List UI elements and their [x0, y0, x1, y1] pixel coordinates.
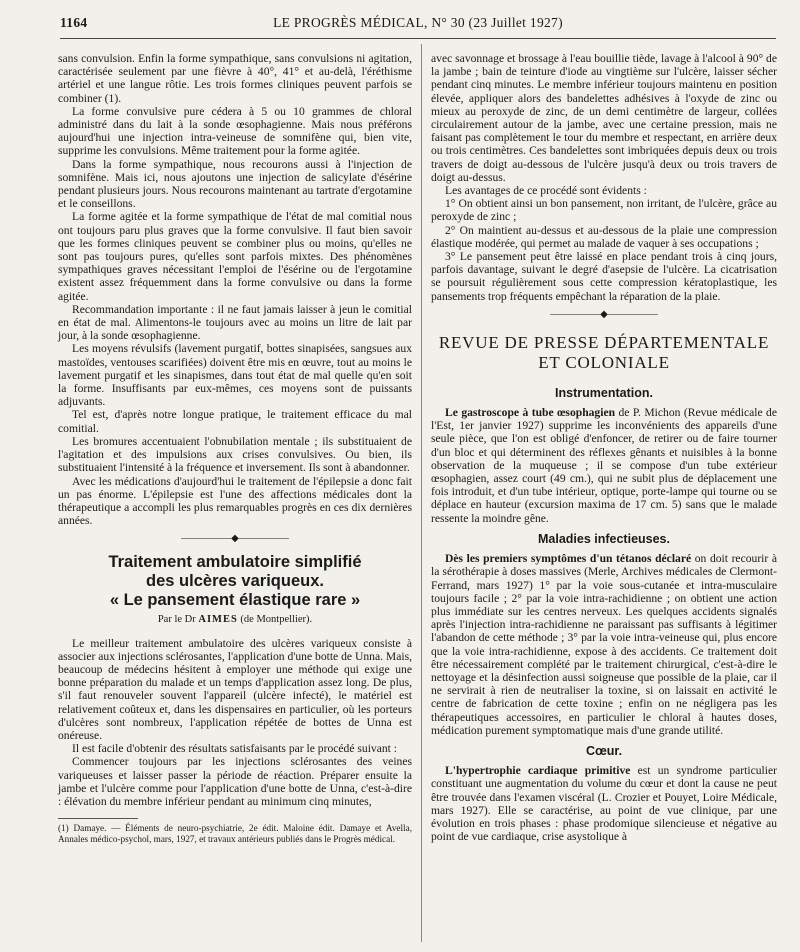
footnote-rule: [58, 818, 138, 819]
lead-in: Dès les premiers symptômes d'un tétanos déclaré: [445, 552, 692, 566]
article-title-line: des ulcères variqueux.: [146, 572, 324, 591]
paragraph: Tel est, d'après notre longue pratique, le traitement efficace du mal comitial.: [58, 408, 412, 435]
paragraph: avec savonnage et brossage à l'eau bouillie tiède, lavage à l'alcool à 90° de la jambe ; bain de teinture d'iode au vingtième sur l'ulcère, laisser sécher pendant cinq minutes. Le membre inférieur toujours maintenu en position élevée, appliquer alors des bandelettes adhésives à l'oxyde de zinc ou mieux au peroxyde de zinc, de un demi centimètre de largeur, collées circulairement autour de la jambe, avec une certaine pression, mais ne faisant pas complètement le tour du membre et respectant, en arrière deux ou trois centimètres. Ces bandelettes sont imbriquées depuis deux ou trois travers de doigt au-dessous de l'ulcère jusqu'à deux ou trois travers de doigt au-dessus.: [431, 52, 777, 184]
section-separator: [431, 309, 777, 323]
lead-in: Le gastroscope à tube œsophagien: [445, 406, 616, 420]
paragraph: Dans la forme sympathique, nous recourons aussi à l'injection de somnifène. Mais ici, nous ajoutons une injection de salicylate d'ésérine pendant plusieurs jours. Nous recourons maintenant au tartrate d'ergotamine et le conseillons.: [58, 157, 412, 211]
subheading-instrumentation: Instrumentation.: [555, 385, 653, 400]
paragraph: 3° Le pansement peut être laissé en place pendant trois à cinq jours, parfois davantage, suivant le degré d'asepsie de l'ulcère. La cicatrisation se poursuit régulièrement sous cette compression kératoplastique, les pansements trop fréquents empêchant la réparation de la plaie.: [431, 250, 777, 303]
subheading-infectious: Maladies infectieuses.: [537, 531, 670, 546]
paragraph: [431, 552, 777, 737]
article-title: [58, 553, 412, 610]
article-title-line: « Le pansement élastique rare »: [109, 591, 361, 610]
author-name: AIMES: [198, 614, 238, 626]
paragraph: 2° On maintient au-dessus et au-dessous de la plaie une compression élastique modérée, qui permet au malade de vaquer à ses occupations ;: [431, 223, 777, 250]
separator-ornament: —————◆—————: [550, 308, 658, 320]
section-title-line: REVUE DE PRESSE DÉPARTEMENTALE: [438, 332, 770, 352]
paragraph-body: on doit recourir à la sérothérapie à doses massives (Merle, Archives médicales de Clermont-Ferrand, mars 1927) 1° par la voie sous-cutanée et intra-musculaire toujours facile ; 2° par la voie intra-rachidienne ; on obtient une action plus immédiate sur les centres nerveux. Les quelques accidents signalés après l'injection intra-rachidienne ne paraissant pas suffisants à légitimer l'abandon de cette méthode ; 3° par la voie intra-veineuse qui, plus encore que la voie intra-rachidienne, expose à des accidents. Ce traitement doit être nécessairement complété par le traitement chirurgical, c'est-à-dire le nettoyage et la désinfection aussi soigneuse que possible de la plaie, car il ne servirait à rien de neutraliser la toxine, si on laissait en activité le centre de fabrication de cette toxine ; enfin on ne négligera pas les thérapeutiques accessoires, en particulier le chloral à hautes doses, médication purement symptomatique mais d'une grande utilité.: [431, 552, 778, 737]
column-divider: [421, 44, 422, 942]
section-title: [431, 333, 777, 373]
paragraph: Avec les médications d'aujourd'hui le traitement de l'épilepsie a donc fait un pas énorme. L'épilepsie est l'une des affections médicales dont la thérapeutique a accompli les plus remarquables progrès en ces dix dernières années.: [58, 474, 412, 528]
page-number: 1164: [60, 15, 88, 30]
byline: [58, 613, 412, 626]
paragraph: [431, 406, 777, 525]
byline-suffix: (de Montpellier).: [240, 614, 313, 626]
footnote: (1) Damaye. — Éléments de neuro-psychiatrie, 2e édit. Maloine édit. Damaye et Avella, Annales médico-psychol, mars, 1927, et travaux antérieurs publiés dans le Progrès médical.: [58, 823, 412, 844]
page-header: [60, 16, 776, 36]
paragraph: La forme convulsive pure cédera à 5 ou 10 grammes de chloral administré dans du lait à la sonde œsophagienne. Mais nous préférons aujourd'hui une injection intra-veineuse de somnifène qui, bien vite, supprime les convulsions. Même traitement pour la forme agitée.: [58, 104, 412, 158]
paragraph: La forme agitée et la forme sympathique de l'état de mal comitial nous ont toujours paru plus graves que la forme convulsive. Il faut bien savoir que les formes cliniques peuvent se combiner plus ou moins, qu'elles ne sont pas toujours pures, qu'elles sont parfois mixtes. Des phénomènes sympathiques graves nécessitant l'emploi de l'ésérine ou de l'ergotamine existent assez fréquemment dans la forme convulsive ou dans la forme agitée.: [58, 210, 412, 303]
paragraph: sans convulsion. Enfin la forme sympathique, sans convulsions ni agitation, caractérisée seulement par une fièvre à 40°, 41° et au-delà, l'éréthisme artériel et une langue rôtie. Les trois formes cliniques peuvent parfois se combiner (1).: [58, 52, 412, 105]
paragraph: Recommandation importante : il ne faut jamais laisser à jeun le comitial en état de mal. Alimentons-le toujours avec au moins un litre de lait par jour, à la sonde œsophagienne.: [58, 302, 412, 343]
left-column: [58, 52, 412, 844]
paragraph: Le meilleur traitement ambulatoire des ulcères variqueux consiste à associer aux injections sclérosantes, l'application d'une botte de Unna. Mais, beaucoup de médecins hésitent à employer une méthode qui exige une bonne préparation du malade et un temps d'application assez long. De plus, s'il faut renouveler souvent l'appareil (ulcère infecté), le matériel est relativement coûteux et, dans les dispensaires en particulier, où les porteurs d'ulcères sont nombreux, l'application répétée de bottes de Unna est onéreuse.: [58, 636, 412, 742]
section-title-line: ET COLONIALE: [538, 352, 670, 372]
paragraph: [431, 764, 777, 843]
paragraph: Les bromures accentuaient l'obnubilation mentale ; ils substituaient de l'agitation et des impulsions aux crises convulsives. Ou bien, ils substituaient l'intensité à la fréquence et inversement. Ils sont à abandonner.: [58, 434, 412, 475]
paragraph: Les moyens révulsifs (lavement purgatif, bottes sinapisées, sangsues aux mastoïdes, ventouses scarifiées) doivent être mis en œuvre, tout au moins le lavement purgatif et les sinapismes, dans tout état de mal quelle qu'en soit la forme. Insuffisants par eux-mêmes, ces moyens sont de puissants adjuvants.: [58, 342, 412, 409]
paragraph-body: est un syndrome particulier constituant une augmentation du volume du cœur et dont la cause ne peut être trouvée dans l'examen viscéral (L. Crozier et Pouyet, Loire Médicale, mars 1927). Elle se caractérise, au point de vue clinique, par une évolution en trois phases : phase prodomique silencieuse et négative au point de vue cardiaque, crise asystolique à: [431, 764, 777, 844]
paragraph: Il est facile d'obtenir des résultats satisfaisants par le procédé suivant :: [72, 742, 397, 756]
section-separator: [58, 533, 412, 547]
journal-title: LE PROGRÈS MÉDICAL, N° 30 (23 Juillet 1927): [273, 15, 563, 30]
lead-in: L'hypertrophie cardiaque primitive: [445, 764, 631, 778]
article-title-line: Traitement ambulatoire simplifié: [108, 553, 362, 572]
paragraph: Commencer toujours par les injections sclérosantes des veines variqueuses et laisser passer la période de réaction. Préparer ensuite la jambe et l'ulcère comme pour l'application d'une botte de Unna, c'est-à-dire : élévation du membre inférieur pendant au minimum cinq minutes,: [58, 755, 412, 808]
paragraph-body: de P. Michon (Revue médicale de l'Est, 1er janvier 1927) supprime les inconvénients des appareils d'une seule pièce, que l'on est obligé d'enfoncer, de retirer ou de faire tourner d'un bloc et qui déterminent des réflexes gênants et nuisibles à la bonne observation de la muqueuse ; il se compose d'un tube extérieur œsophagien, assez court (49 cm.), qui ne subit plus de déplacement une fois introduit, et d'un tube intérieur, optique, porte-lampe qui tourne ou se déplace en hauteur (excursion maxima de 17 cm. 5) sans que le malade ressente la moindre gêne.: [431, 406, 778, 525]
subheading-heart: Cœur.: [585, 743, 623, 758]
separator-ornament: —————◆—————: [181, 533, 289, 545]
byline-prefix: Par le Dr: [157, 614, 196, 626]
right-column: [431, 52, 777, 843]
header-rule: [60, 38, 776, 39]
paragraph: 1° On obtient ainsi un bon pansement, non irritant, de l'ulcère, grâce au peroxyde de zinc ;: [431, 197, 777, 224]
paragraph: Les avantages de ce procédé sont évidents :: [445, 184, 647, 198]
